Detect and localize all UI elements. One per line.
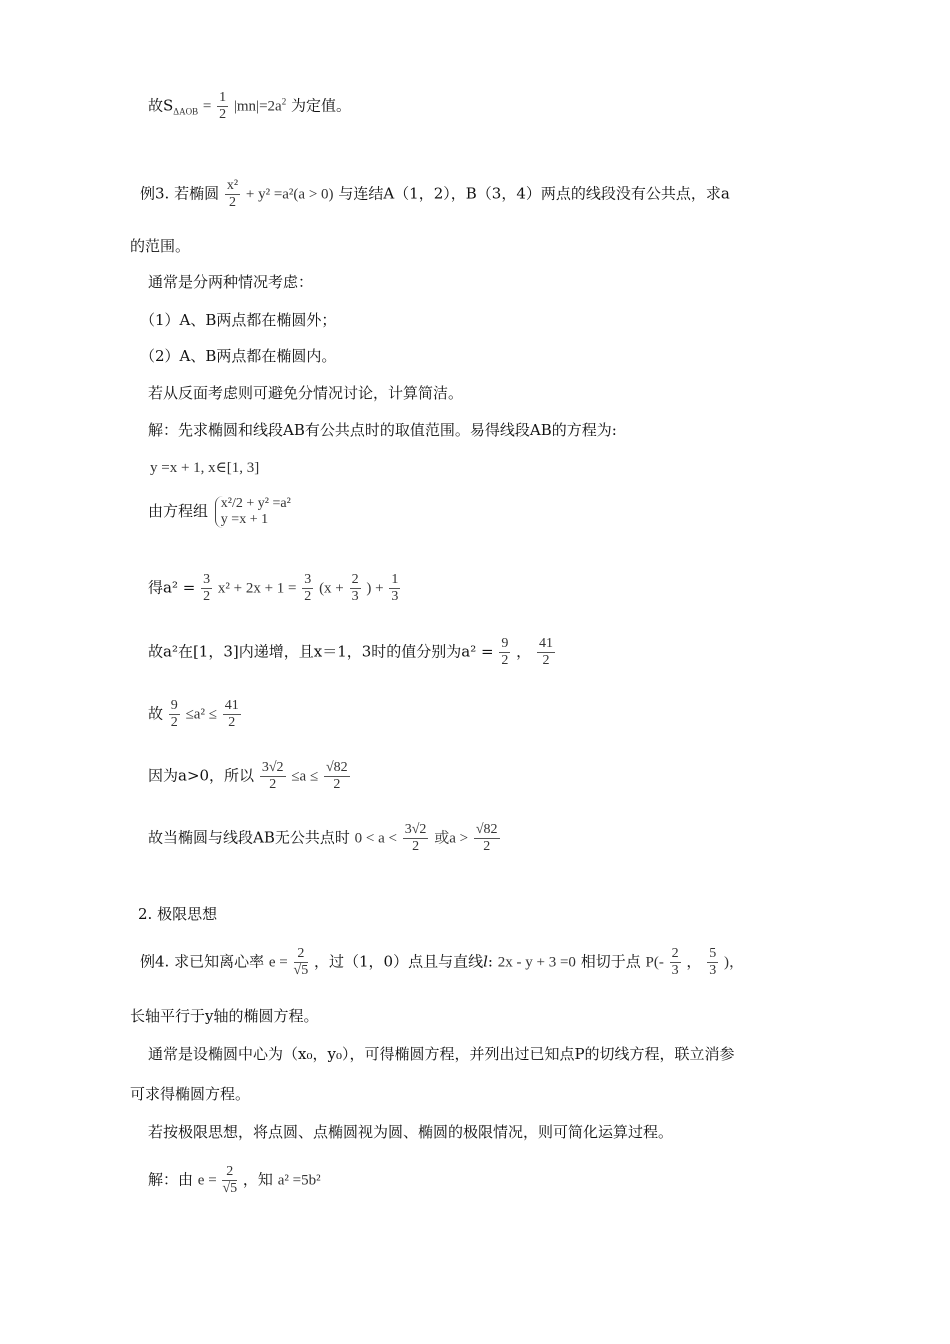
example-3-cont: 的范围。	[130, 237, 191, 255]
den: 3	[391, 589, 399, 604]
text: )，	[723, 954, 744, 971]
den: 3	[709, 963, 717, 978]
fraction	[217, 90, 228, 123]
example-3	[140, 178, 730, 211]
row: y =x + 1	[220, 512, 269, 527]
section-heading: 2. 极限思想	[138, 905, 218, 923]
num: 3√2	[404, 822, 427, 837]
num: 2	[671, 946, 679, 961]
num: 5	[709, 946, 717, 961]
text: a² =5b²	[277, 1172, 321, 1189]
text: 因为a>0，所以	[148, 766, 255, 785]
den: 2	[203, 589, 211, 604]
fraction	[707, 946, 718, 979]
equation	[148, 1164, 321, 1197]
equation	[148, 636, 556, 669]
text: ，	[516, 642, 532, 661]
den: 2	[333, 777, 341, 792]
brace-system	[215, 496, 291, 528]
num: 41	[224, 698, 239, 713]
text: P(-	[645, 954, 664, 971]
text: + y² =a²(a > 0)	[245, 186, 334, 203]
para: （1）A、B两点都在椭圆外；	[140, 311, 337, 329]
den: 2	[170, 715, 178, 730]
text: 解：由	[148, 1170, 194, 1189]
text: ) +	[366, 580, 384, 597]
equation: y =x + 1, x∈[1, 3]	[150, 460, 260, 476]
text: 或a >	[434, 830, 469, 847]
num: x²	[226, 178, 239, 193]
fraction	[474, 822, 500, 855]
fraction	[169, 698, 180, 731]
num: 1	[219, 90, 227, 105]
text: 为定值。	[290, 96, 351, 115]
text: 与连结A（1，2），B（3，4）两点的线段没有公共点，求a	[338, 184, 730, 203]
text: e =	[268, 954, 288, 971]
num: 9	[501, 636, 509, 651]
fraction	[225, 178, 240, 211]
text: ，	[686, 952, 702, 971]
text: ≤a² ≤	[185, 706, 217, 723]
num: 2	[222, 1164, 237, 1181]
text: 故S	[148, 96, 174, 115]
fraction	[260, 760, 286, 793]
para: （2）A、B两点都在椭圆内。	[140, 347, 337, 365]
den: 2	[219, 107, 227, 122]
text: |mn|=2a	[233, 98, 282, 115]
text: ，知	[242, 1170, 273, 1189]
para: 通常是分两种情况考虑：	[148, 273, 314, 291]
equation	[148, 822, 501, 855]
den: 2	[501, 653, 509, 668]
fraction	[403, 822, 429, 855]
den: 2	[412, 839, 420, 854]
den: 2	[228, 715, 236, 730]
fraction	[499, 636, 510, 669]
fraction	[389, 572, 400, 605]
example-4-cont: 长轴平行于y轴的椭圆方程。	[130, 1007, 319, 1025]
example-4	[140, 946, 744, 979]
num: 2	[351, 572, 359, 587]
text: 相切于点	[580, 952, 641, 971]
den: 2	[269, 777, 277, 792]
text: 0 < a <	[354, 830, 397, 847]
text: :	[487, 952, 493, 971]
text: e =	[197, 1172, 217, 1189]
num: 41	[538, 636, 553, 651]
fraction	[670, 946, 681, 979]
fraction	[294, 946, 309, 979]
text: (x +	[319, 580, 344, 597]
line-area-const	[148, 90, 351, 123]
num: 3√2	[261, 760, 284, 775]
den: 3	[351, 589, 359, 604]
num: 3	[304, 572, 312, 587]
text: 故	[148, 704, 164, 723]
sup: 2	[281, 96, 287, 107]
para: 通常是设椭圆中心为（x₀，y₀），可得椭圆方程，并列出过已知点P的切线方程，联立消参	[148, 1045, 735, 1063]
text: ，过（1，0）点且与直线	[314, 952, 484, 971]
text: ≤a ≤	[291, 768, 319, 785]
fraction	[201, 572, 212, 605]
text: x² + 2x + 1 =	[217, 580, 297, 597]
fraction	[302, 572, 313, 605]
num: 9	[170, 698, 178, 713]
fraction	[350, 572, 361, 605]
text: 得a² =	[148, 578, 196, 597]
text: l	[483, 952, 488, 971]
fraction	[222, 1164, 237, 1197]
fraction	[324, 760, 350, 793]
den: √5	[222, 1181, 238, 1196]
text: 2x - y + 3 =0	[497, 954, 576, 971]
text: 由方程组	[148, 502, 209, 520]
text: 例3. 若椭圆	[140, 184, 220, 203]
num: 3	[203, 572, 211, 587]
den: 2	[304, 589, 312, 604]
equation	[148, 572, 401, 605]
den: 3	[671, 963, 679, 978]
para: 可求得椭圆方程。	[130, 1085, 251, 1103]
den: 2	[542, 653, 550, 668]
row: x²/2 + y² =a²	[220, 496, 291, 511]
num: √82	[475, 822, 498, 837]
equation	[148, 698, 242, 731]
den: √5	[293, 963, 309, 978]
text: 故当椭圆与线段AB无公共点时	[148, 828, 350, 847]
num: √82	[325, 760, 348, 775]
equation-system	[148, 496, 291, 528]
para: 若从反面考虑则可避免分情况讨论，计算简洁。	[148, 384, 464, 402]
para: 解：先求椭圆和线段AB有公共点时的取值范围。易得线段AB的方程为:	[148, 421, 617, 439]
num: 2	[294, 946, 309, 963]
para: 若按极限思想，将点圆、点椭圆视为圆、椭圆的极限情况，则可简化运算过程。	[148, 1123, 674, 1141]
text: =	[202, 98, 212, 115]
text: 例4. 求已知离心率	[140, 952, 265, 971]
text: 故a²在[1，3]内递增，且x＝1，3时的值分别为a² =	[148, 642, 494, 661]
den: 2	[483, 839, 491, 854]
sub: ΔAOB	[173, 106, 199, 117]
num: 1	[391, 572, 399, 587]
fraction	[537, 636, 555, 669]
den: 2	[228, 195, 236, 210]
equation	[148, 760, 351, 793]
fraction	[223, 698, 241, 731]
